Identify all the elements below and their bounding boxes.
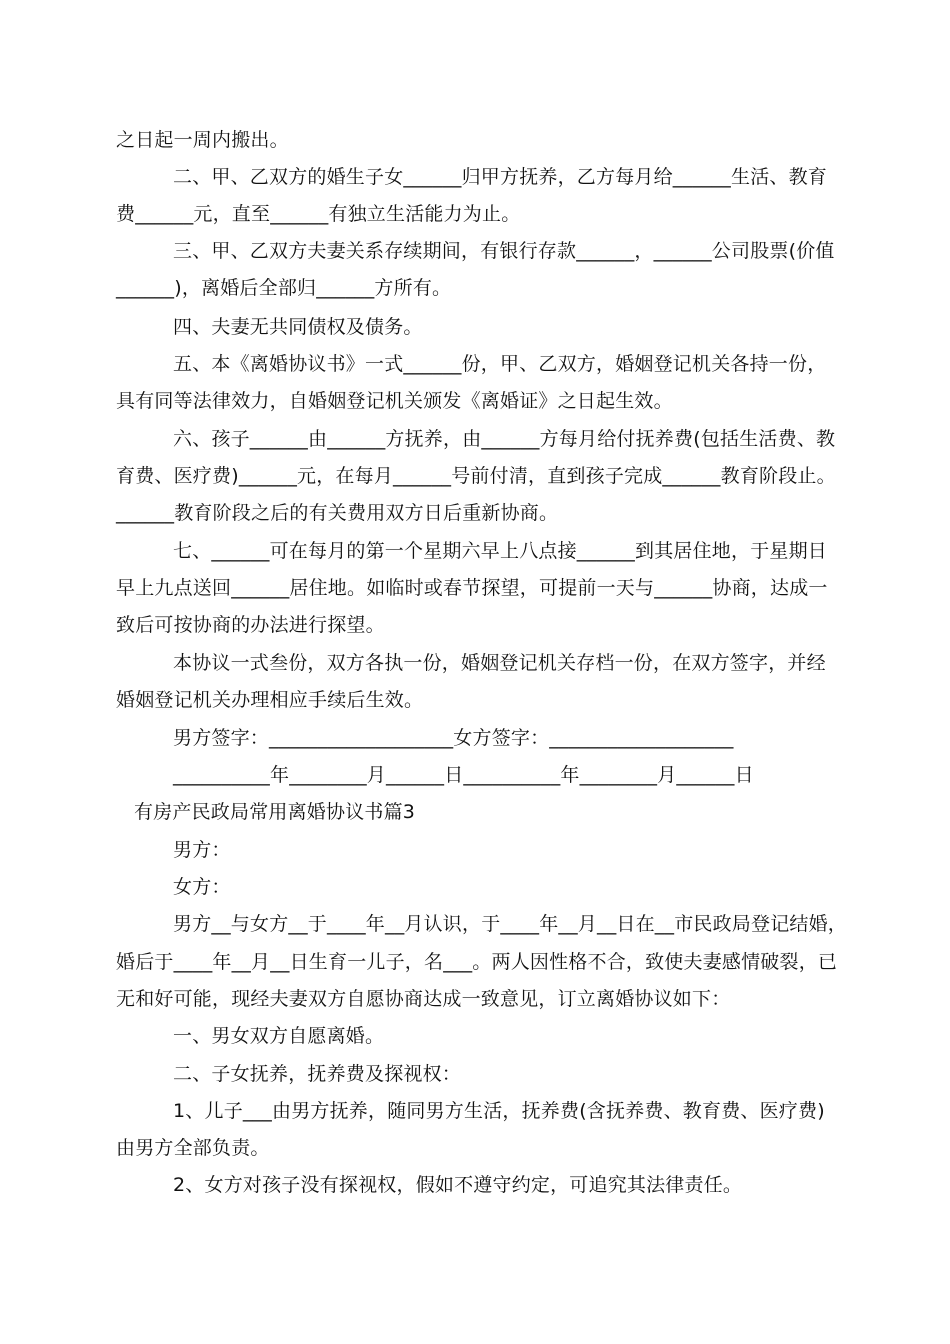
text-line: 本协议一式叁份，双方各执一份，婚姻登记机关存档一份，在双方签字，并经 <box>173 652 826 674</box>
text-line: 女方： <box>173 876 231 898</box>
text-line: 婚后于____年__月__日生育一儿子，名___。两人因性格不合，致使夫妻感情破裂，已 <box>116 951 838 973</box>
text-line: 男方__与女方__于____年__月认识，于____年__月__日在__市民政局登记结婚， <box>173 913 848 935</box>
text-line: 四、夫妻无共同债权及债务。 <box>173 316 423 338</box>
section-heading: 有房产民政局常用离婚协议书篇3 <box>134 801 416 823</box>
text-line: 具有同等法律效力，自婚姻登记机关颁发《离婚证》之日起生效。 <box>116 390 673 412</box>
text-line: 2、女方对孩子没有探视权，假如不遵守约定，可追究其法律责任。 <box>173 1174 743 1196</box>
text-line: 一、男女双方自愿离婚。 <box>173 1025 385 1047</box>
text-line: 二、甲、乙双方的婚生子女______归甲方抚养，乙方每月给______生活、教育 <box>173 166 828 188</box>
text-line: 无和好可能，现经夫妻双方自愿协商达成一致意见，订立离婚协议如下： <box>116 988 731 1010</box>
text-line: 费______元，直至______有独立生活能力为止。 <box>116 203 521 225</box>
signature-line: 男方签字：___________________女方签字：___________________ <box>173 727 734 749</box>
text-line: 由男方全部负责。 <box>116 1137 270 1159</box>
text-line: 三、甲、乙双方夫妻关系存续期间，有银行存款______，______公司股票(价值 <box>173 240 835 262</box>
text-line: 致后可按协商的办法进行探望。 <box>116 614 385 636</box>
text-line: 五、本《离婚协议书》一式______份，甲、乙双方，婚姻登记机关各持一份， <box>173 353 827 375</box>
text-line: ______教育阶段之后的有关费用双方日后重新协商。 <box>116 502 559 524</box>
text-line: 1、儿子___由男方抚养，随同男方生活，抚养费(含抚养费、教育费、医疗费) <box>173 1100 825 1122</box>
text-line: 七、______可在每月的第一个星期六早上八点接______到其居住地，于星期日 <box>173 540 828 562</box>
text-line: 男方： <box>173 839 231 861</box>
text-line: ______)，离婚后全部归______方所有。 <box>116 277 452 299</box>
text-line: 育费、医疗费)______元，在每月______号前付清，直到孩子完成______教育阶段止。 <box>116 465 836 487</box>
date-line: __________年________月______日__________年________月______日 <box>173 764 754 786</box>
text-line: 早上九点送回______居住地。如临时或春节探望，可提前一天与______协商，达成一 <box>116 577 828 599</box>
text-line: 二、子女抚养，抚养费及探视权： <box>173 1063 462 1085</box>
text-line: 之日起一周内搬出。 <box>116 129 289 151</box>
text-line: 六、孩子______由______方抚养，由______方每月给付抚养费(包括生活费、教 <box>173 428 836 450</box>
text-line: 婚姻登记机关办理相应手续后生效。 <box>116 689 424 711</box>
